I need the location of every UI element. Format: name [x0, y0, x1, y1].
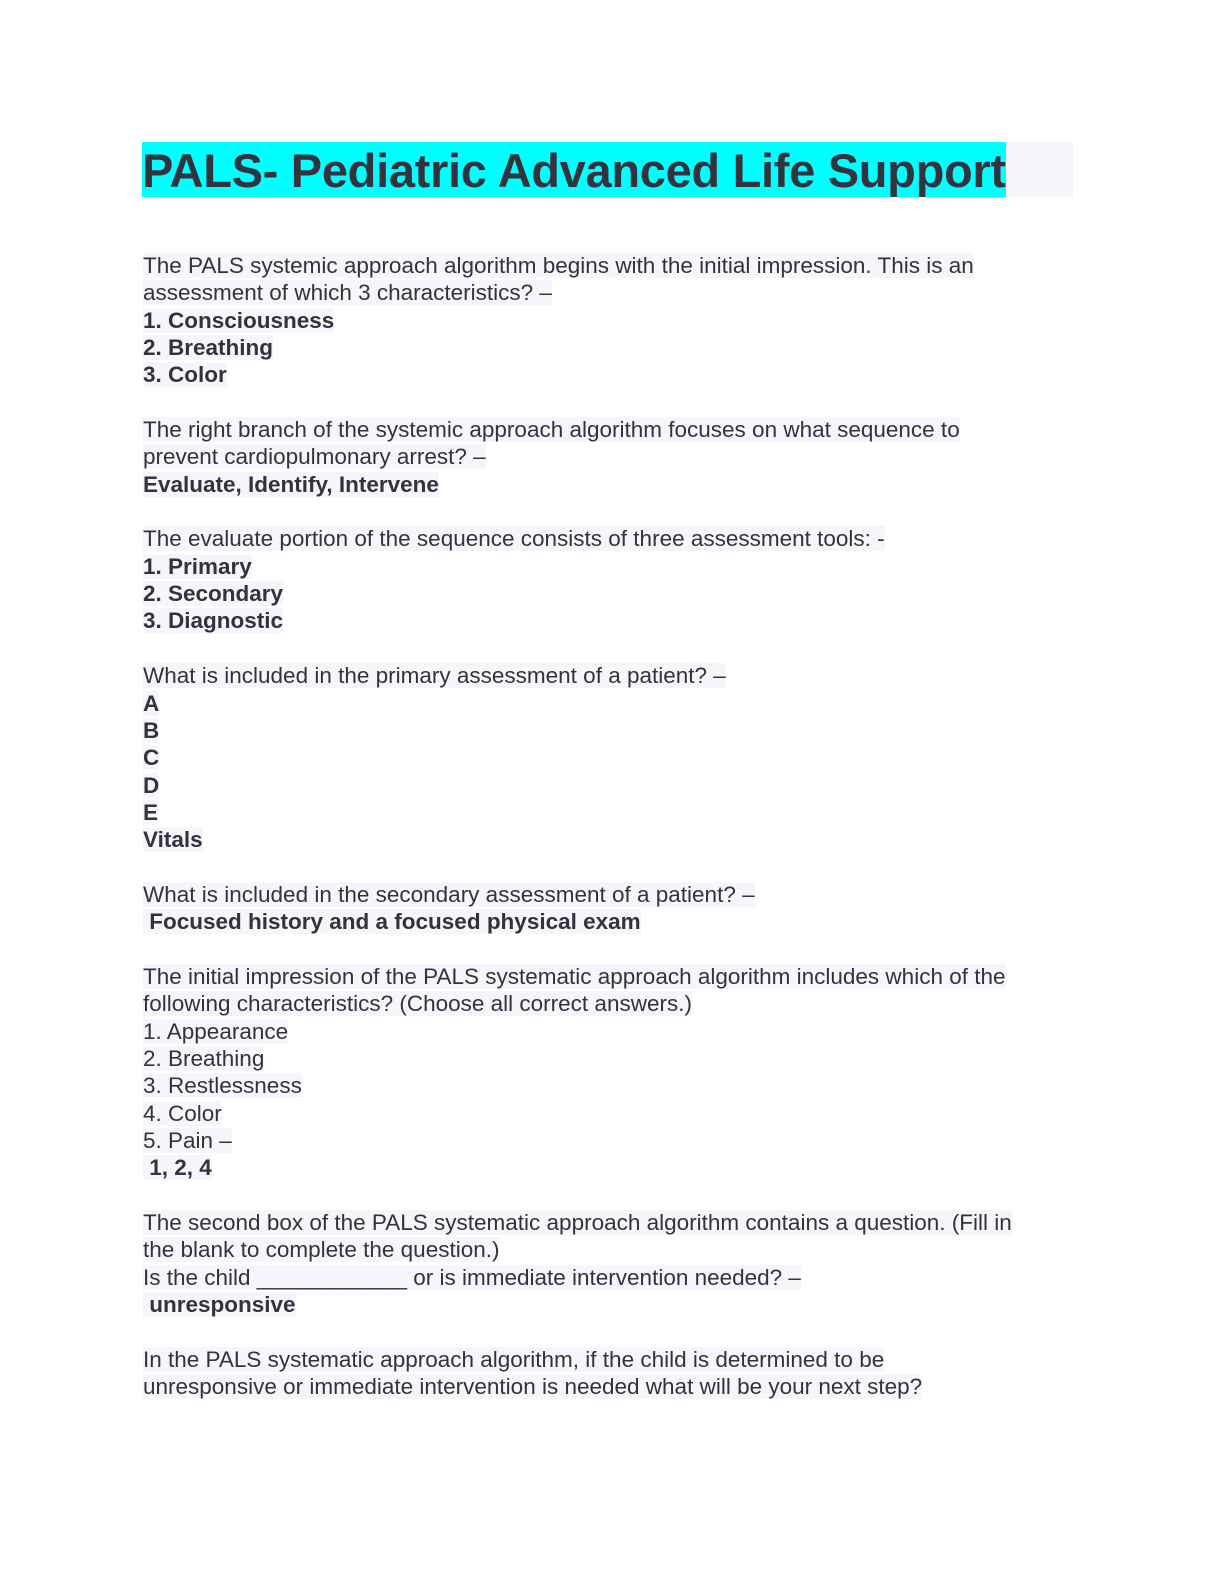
paragraph-gap [143, 1182, 1103, 1209]
line-text: 4. Color [143, 1100, 222, 1126]
qa-section [143, 662, 1103, 853]
paragraph-gap [143, 854, 1103, 881]
qa-section [143, 252, 1103, 389]
line-text: following characteristics? (Choose all correct answers.) [143, 991, 692, 1017]
question-line [143, 443, 1103, 470]
answer-line [143, 908, 1103, 935]
question-line [143, 1018, 1103, 1045]
line-text: 2. Breathing [143, 1045, 265, 1071]
line-text: 3. Restlessness [143, 1073, 302, 1099]
answer-line [143, 717, 1103, 744]
question-line [143, 963, 1103, 990]
line-text: B [143, 717, 160, 743]
question-line [143, 1209, 1103, 1236]
line-text: 1, 2, 4 [143, 1155, 212, 1181]
line-text: Is the child ____________ or is immediate intervention needed? – [143, 1264, 801, 1290]
line-text: The evaluate portion of the sequence consists of three assessment tools: - [143, 526, 885, 552]
answer-line [143, 772, 1103, 799]
answer-line [143, 553, 1103, 580]
line-text: 1. Consciousness [143, 307, 335, 333]
answer-line [143, 799, 1103, 826]
qa-section [143, 525, 1103, 634]
line-text: 1. Appearance [143, 1018, 289, 1044]
question-line [143, 662, 1103, 689]
qa-section [143, 1346, 1103, 1401]
paragraph-gap [143, 635, 1103, 662]
question-line [143, 416, 1103, 443]
question-line [143, 1127, 1103, 1154]
qa-section [143, 881, 1103, 936]
question-line [143, 990, 1103, 1017]
question-line [143, 525, 1103, 552]
answer-line [143, 580, 1103, 607]
answer-line [143, 826, 1103, 853]
line-text: In the PALS systematic approach algorithm, if the child is determined to be [143, 1346, 885, 1372]
line-text: assessment of which 3 characteristics? – [143, 280, 552, 306]
line-text: The PALS systemic approach algorithm begins with the initial impression. This is an [143, 253, 974, 278]
answer-line [143, 471, 1103, 498]
question-line [143, 1072, 1103, 1099]
line-text: 3. Diagnostic [143, 608, 284, 634]
answer-line [143, 607, 1103, 634]
answer-line [143, 361, 1103, 388]
line-text: The initial impression of the PALS systematic approach algorithm includes which of the [143, 963, 1006, 989]
paragraph-gap [143, 389, 1103, 416]
question-line [143, 279, 1103, 306]
question-line [143, 881, 1103, 908]
line-text: 5. Pain – [143, 1128, 232, 1153]
line-text: What is included in the secondary assessment of a patient? – [143, 881, 755, 907]
line-text: Vitals [143, 827, 203, 853]
question-line [143, 1100, 1103, 1127]
line-text: C [143, 745, 160, 771]
answer-line [143, 1154, 1103, 1181]
qa-section [143, 416, 1103, 498]
line-text: 1. Primary [143, 553, 252, 579]
paragraph-gap [143, 498, 1103, 525]
answer-line [143, 744, 1103, 771]
title-highlight [142, 142, 1073, 197]
line-text: Focused history and a focused physical exam [143, 909, 641, 935]
line-text: Evaluate, Identify, Intervene [143, 471, 439, 497]
paragraph-gap [143, 1318, 1103, 1345]
question-line [143, 1045, 1103, 1072]
line-text: unresponsive or immediate intervention is needed what will be your next step? [143, 1374, 923, 1400]
line-text: unresponsive [143, 1292, 296, 1318]
line-text: The second box of the PALS systematic approach algorithm contains a question. (Fill in [143, 1210, 1012, 1236]
qa-section [143, 963, 1103, 1182]
question-line [143, 252, 1103, 279]
line-text: What is included in the primary assessment of a patient? – [143, 663, 726, 689]
line-text: A [143, 690, 160, 716]
line-text: 3. Color [143, 362, 227, 388]
document-title: PALS- Pediatric Advanced Life Support [142, 144, 1006, 197]
question-line [143, 1346, 1103, 1373]
line-text: E [143, 799, 159, 825]
question-line [143, 1236, 1103, 1263]
answer-line [143, 307, 1103, 334]
answer-line [143, 334, 1103, 361]
answer-line [143, 1291, 1103, 1318]
question-line [143, 1373, 1103, 1400]
line-text: 2. Breathing [143, 335, 274, 361]
question-line [143, 1264, 1103, 1291]
line-text: the blank to complete the question.) [143, 1237, 500, 1263]
answer-line [143, 690, 1103, 717]
line-text: D [143, 772, 160, 798]
document-body [143, 252, 1103, 1400]
line-text: prevent cardiopulmonary arrest? – [143, 444, 486, 470]
paragraph-gap [143, 936, 1103, 963]
line-text: 2. Secondary [143, 581, 284, 607]
line-text: The right branch of the systemic approach algorithm focuses on what sequence to [143, 417, 960, 443]
qa-section [143, 1209, 1103, 1318]
